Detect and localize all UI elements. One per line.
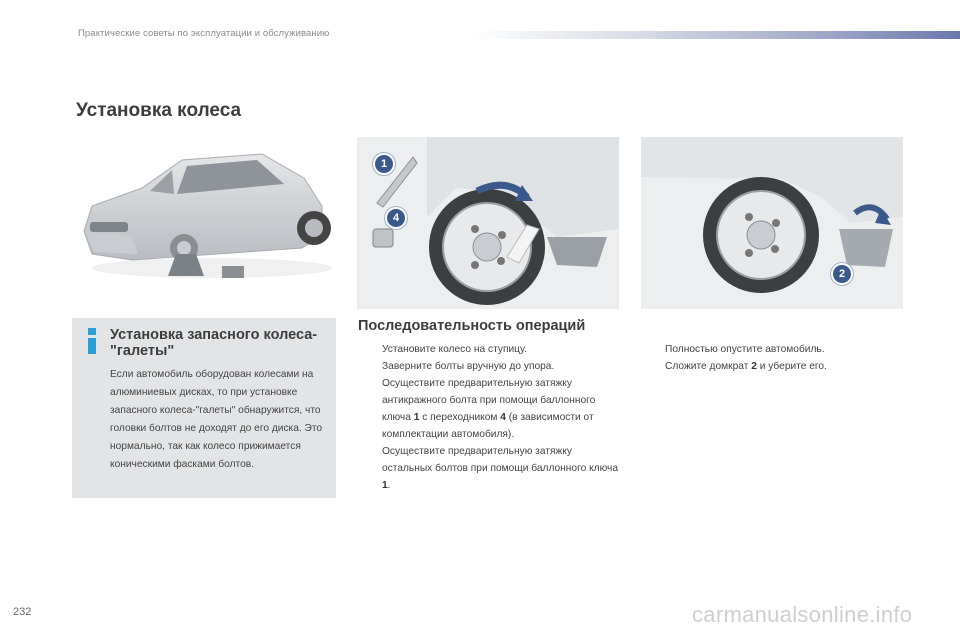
page-title: Установка колеса: [76, 100, 242, 121]
step-text: Осуществите предварительную затяжку антикражного болта при помощи баллонного ключа: [382, 378, 596, 423]
step-text: Осуществите предварительную затяжку остальных болтов при помощи баллонного ключа: [382, 446, 618, 474]
page-number: 232: [13, 606, 32, 618]
step-text: Сложите домкрат: [665, 361, 752, 372]
page-header-section: Практические советы по эксплуатации и обслуживанию: [78, 28, 330, 39]
step-ref-number: 1: [382, 480, 388, 491]
info-box-spare-wheel: [72, 318, 336, 498]
info-box-title: Установка запасного колеса-"галеты": [110, 327, 318, 359]
step-ref-number: 4: [500, 412, 506, 423]
callout-badge-1: 1: [373, 153, 395, 175]
step-text: Установите колесо на ступицу.: [382, 344, 527, 355]
car-on-jack-illustration: [72, 136, 336, 316]
callout-badge-4: 4: [385, 207, 407, 229]
procedure-step: [363, 341, 625, 358]
step-text: Заверните болты вручную до упора.: [382, 361, 555, 372]
wheel-wrench-illustration: [357, 137, 619, 309]
info-icon: [86, 328, 98, 354]
watermark: carmanualsonline.info: [692, 602, 913, 627]
callout-badge-2: 2: [831, 263, 853, 285]
step-text: с переходником: [419, 412, 501, 423]
info-box-text: Если автомобиль оборудован колесами на алюминиевых дисках, то при установке запасного колеса-"галеты" обнаружится, что головки болтов не доходят до его диска. Это нормально, так как колесо прижимается коническими фасками болтов.: [110, 369, 323, 470]
procedure-step: [363, 375, 625, 443]
step-text: .: [387, 480, 391, 491]
procedure-step: [646, 341, 908, 358]
step-text: и уберите его.: [756, 361, 827, 372]
procedure-step: [363, 443, 625, 494]
step-text: (в зависимости от комплектации автомобиля).: [382, 412, 594, 440]
wheel-jack-illustration: [641, 137, 903, 309]
procedure-step: [646, 358, 908, 375]
header-decor-bar: [470, 31, 960, 39]
step-ref-number: 1: [413, 412, 420, 423]
procedure-steps-left: [363, 341, 625, 494]
procedure-title: Последовательность операций: [358, 318, 586, 334]
step-text: Полностью опустите автомобиль.: [665, 344, 825, 355]
procedure-steps-right: [646, 341, 908, 375]
step-ref-number: 2: [751, 361, 757, 372]
procedure-step: [363, 358, 625, 375]
